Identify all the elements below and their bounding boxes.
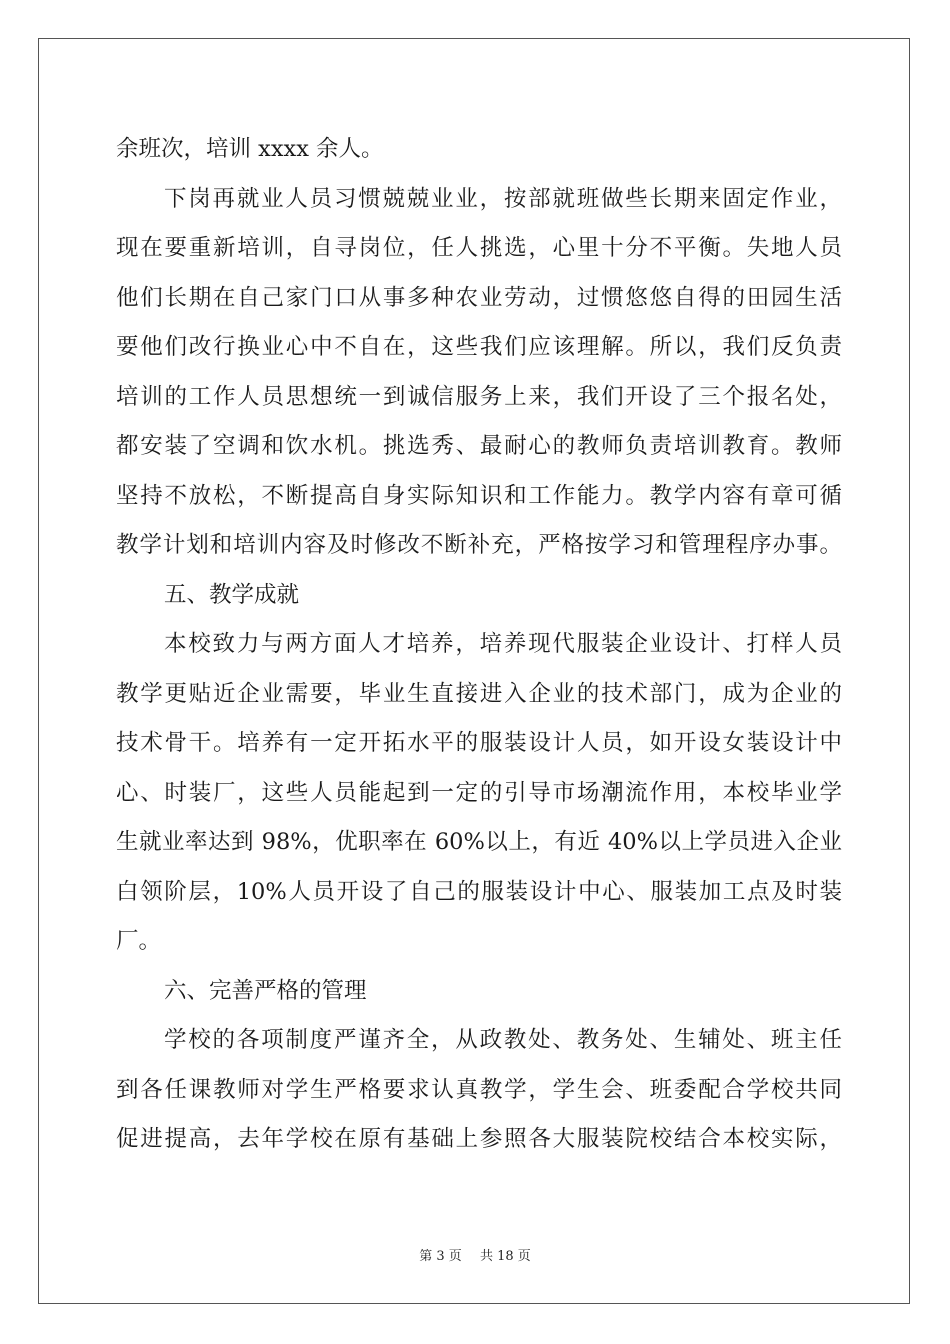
text-line: 白领阶层，10%人员开设了自己的服装设计中心、服装加工点及时装 [116,878,842,905]
text-line: 他们长期在自己家门口从事多种农业劳动，过惯悠悠自得的田园生活 [116,284,842,311]
text-line: 五、教学成就 [164,581,300,608]
text-line: 教学更贴近企业需要，毕业生直接进入企业的技术部门，成为企业的 [116,680,842,707]
text-line: 促进提高，去年学校在原有基础上参照各大服装院校结合本校实际， [116,1126,842,1152]
page-footer [0,1245,950,1264]
text-line: 厂。 [116,928,162,954]
text-line: 培训的工作人员思想统一到诚信服务上来，我们开设了三个报名处， [116,383,842,410]
page-number-current: 第 3 页 [419,1249,462,1264]
text-line: 下岗再就业人员习惯兢兢业业，按部就班做些长期来固定作业， [164,185,842,212]
document-body [116,131,842,1171]
text-line: 六、完善严格的管理 [164,977,367,1004]
text-line: 都安装了空调和饮水机。挑选秀、最耐心的教师负责培训教育。教师 [116,433,842,459]
text-line: 要他们改行换业心中不自在，这些我们应该理解。所以，我们反负责 [116,334,842,360]
text-line: 教学计划和培训内容及时修改不断补充，严格按学习和管理程序办事。 [116,532,842,558]
text-line: 现在要重新培训，自寻岗位，任人挑选，心里十分不平衡。失地人员 [116,235,842,261]
text-line: 学校的各项制度严谨齐全，从政教处、教务处、生辅处、班主任 [164,1027,842,1053]
text-line: 本校致力与两方面人才培养，培养现代服装企业设计、打样人员 [164,631,842,657]
text-line: 生就业率达到 98%，优职率在 60%以上，有近 40%以上学员进入企业 [116,829,842,855]
page-number-total: 共 18 页 [479,1249,531,1264]
text-line: 坚持不放松，不断提高自身实际知识和工作能力。教学内容有章可循 [116,482,842,509]
text-line: 余班次，培训 xxxx 余人。 [116,136,384,162]
text-line: 技术骨干。培养有一定开拓水平的服装设计人员，如开设女装设计中 [116,730,842,756]
text-line: 到各任课教师对学生严格要求认真教学，学生会、班委配合学校共同 [116,1076,842,1103]
text-line: 心、时装厂，这些人员能起到一定的引导市场潮流作用，本校毕业学 [116,779,842,806]
